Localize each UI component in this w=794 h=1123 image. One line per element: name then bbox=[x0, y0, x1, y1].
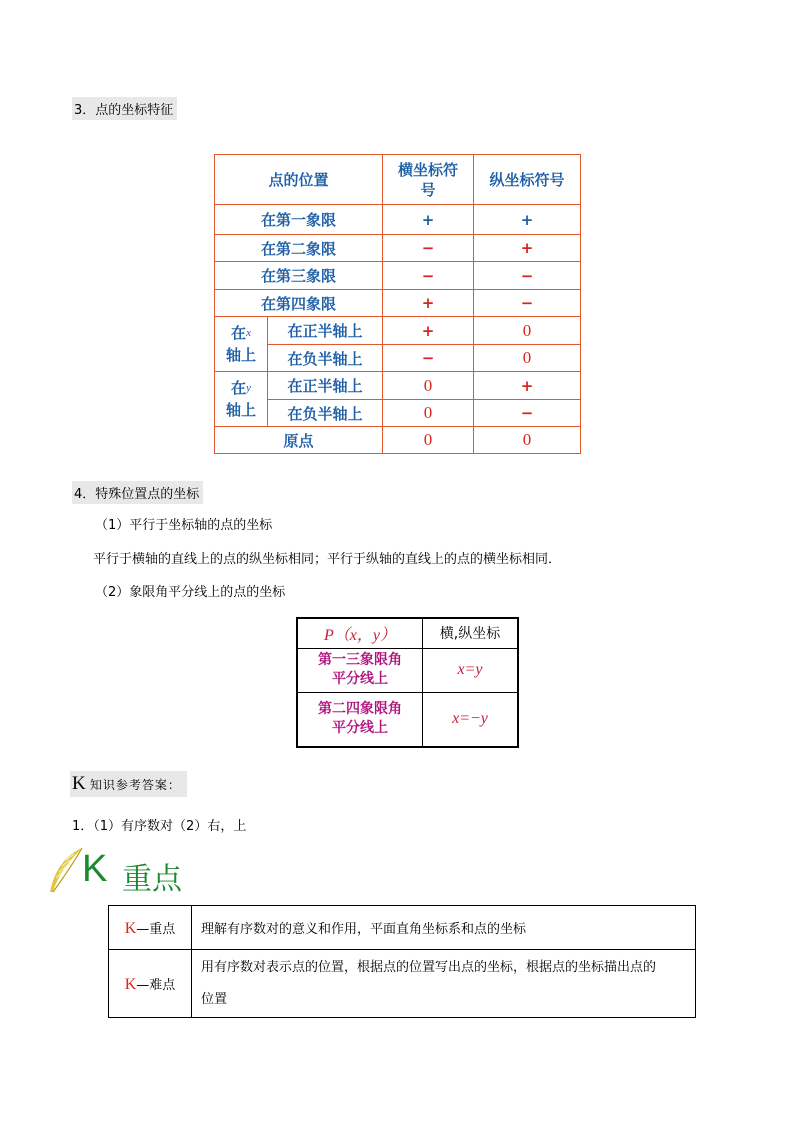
section-4-heading: 4．特殊位置点的坐标 bbox=[72, 481, 203, 504]
bisector-table bbox=[296, 617, 519, 748]
header-coord: 横,纵坐标 bbox=[423, 618, 519, 648]
header-y-sign: 纵坐标符号 bbox=[474, 155, 581, 205]
header-position: 点的位置 bbox=[215, 155, 383, 205]
key-points-logo: K 重点 bbox=[44, 846, 204, 896]
paragraph-1: 平行于横轴的直线上的点的纵坐标相同；平行于纵轴的直线上的点的横坐标相同． bbox=[93, 552, 562, 567]
table-row: 在第二象限 − + bbox=[215, 235, 581, 262]
answers-label: K 知识参考答案： bbox=[70, 771, 187, 797]
section-3-heading: 3．点的坐标特征 bbox=[72, 97, 177, 120]
table-row: 在第一象限 + + bbox=[215, 205, 581, 235]
coordinate-sign-table bbox=[214, 154, 581, 454]
y-axis-group-label: 在$^y$ 轴上 bbox=[215, 372, 268, 427]
table-row: 第一三象限角 平分线上 x=y bbox=[297, 648, 518, 692]
x-axis-group-label: 在$^x$ 轴上 bbox=[215, 317, 268, 372]
sub-heading-2: （2）象限角平分线上的点的坐标 bbox=[95, 585, 286, 600]
table-row: 第二四象限角 平分线上 x=−y bbox=[297, 692, 518, 747]
table-row: 在第四象限 + − bbox=[215, 290, 581, 317]
answer-line-1: 1．（1）有序数对（2）右，上 bbox=[72, 819, 247, 834]
table-row: 在负半轴上 − 0 bbox=[215, 345, 581, 372]
sub-heading-1: （1）平行于坐标轴的点的坐标 bbox=[95, 518, 273, 533]
table-row: 在$^y$ 轴上 在正半轴上 0 + bbox=[215, 372, 581, 400]
table-row: 在$^x$ 轴上 在正半轴上 + 0 bbox=[215, 317, 581, 345]
key-difficult-table bbox=[108, 905, 696, 1018]
table-row: 在第三象限 − − bbox=[215, 262, 581, 290]
table-row: 在负半轴上 0 − bbox=[215, 400, 581, 427]
table-row: 原点 0 0 bbox=[215, 427, 581, 454]
header-x-sign: 横坐标符 号 bbox=[383, 155, 474, 205]
header-point: P（x，y） bbox=[297, 618, 423, 648]
table-row: K—难点 用有序数对表示点的位置，根据点的位置写出点的坐标，根据点的坐标描出点的 位置 bbox=[109, 950, 696, 1018]
table-row: K—重点 理解有序数对的意义和作用，平面直角坐标系和点的坐标 bbox=[109, 906, 696, 950]
